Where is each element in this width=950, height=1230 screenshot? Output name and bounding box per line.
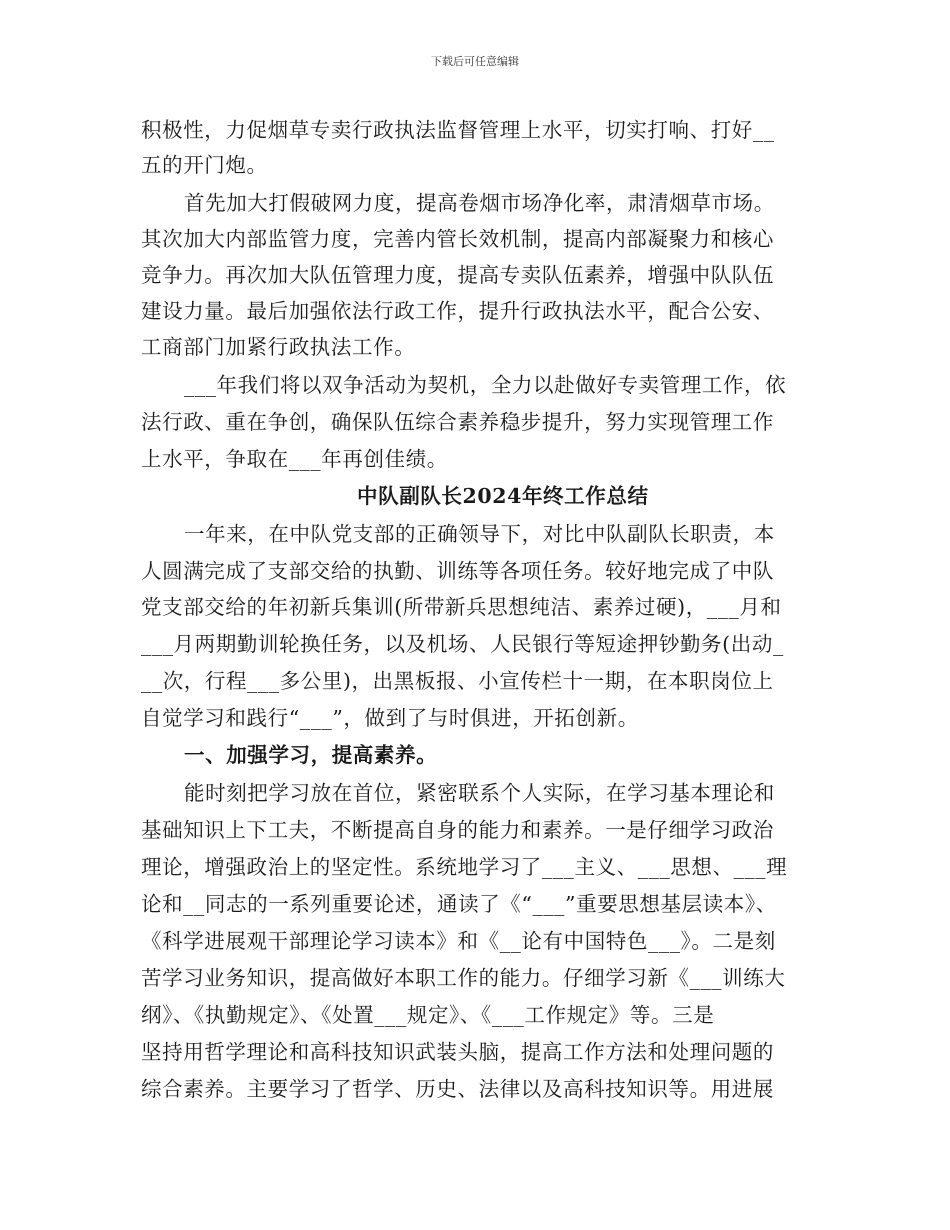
paragraph-line: 坚持用哲学理论和高科技知识武装头脑，提高工作方法和处理问题的 [141, 1040, 774, 1064]
paragraph-line: 理论，增强政治上的坚定性。系统地学习了___主义、___思想、___理 [141, 855, 788, 879]
paragraph-line: ___年我们将以双争活动为契机，全力以赴做好专卖管理工作，依 [184, 373, 787, 397]
paragraph-line: 人圆满完成了支部交给的执勤、训练等各项任务。较好地完成了中队 [141, 559, 774, 583]
paragraph-line: 《科学进展观干部理论学习读本》和《__论有中国特色___》。二是刻 [141, 929, 776, 953]
paragraph-line: 其次加大内部监管力度，完善内管长效机制，提高内部凝聚力和核心 [141, 227, 774, 251]
paragraph-line: 纲》、《执勤规定》、《处置___规定》、《___工作规定》等。三是 [141, 1003, 715, 1027]
paragraph-line: 五的开门炮。 [141, 153, 268, 177]
paragraph-line: 一年来，在中队党支部的正确领导下，对比中队副队长职责，本 [184, 522, 775, 546]
paragraph-line: 工商部门加紧行政执法工作。 [141, 335, 416, 359]
paragraph-line: 综合素养。主要学习了哲学、历史、法律以及高科技知识等。用进展 [141, 1077, 774, 1101]
paragraph-line: 论和__同志的一系列重要论述，通读了《“___”重要思想基层读本》、 [141, 892, 777, 916]
paragraph-line: 苦学习业务知识，提高做好本职工作的能力。仔细学习新《___训练大 [141, 966, 786, 990]
paragraph-line: 积极性，力促烟草专卖行政执法监督管理上水平，切实打响、打好__ [141, 118, 775, 142]
section-title: 中队副队长2024年终工作总结 [357, 484, 649, 508]
paragraph-line: 首先加大打假破网力度，提高卷烟市场净化率，肃清烟草市场。 [184, 191, 775, 215]
paragraph-line: 能时刻把学习放在首位，紧密联系个人实际，在学习基本理论和 [184, 781, 775, 805]
paragraph-line: 建设力量。最后加强依法行政工作，提升行政执法水平，配合公安、 [141, 299, 774, 323]
paragraph-line: 法行政、重在争创，确保队伍综合素养稳步提升，努力实现管理工作 [141, 410, 774, 434]
paragraph-line: 党支部交给的年初新兵集训(所带新兵思想纯洁、素养过硬)，___月和 [141, 595, 782, 619]
paragraph-line: 上水平，争取在___年再创佳绩。 [141, 447, 448, 471]
paragraph-line: 竞争力。再次加大队伍管理力度，提高专卖队伍素养，增强中队队伍 [141, 263, 774, 287]
paragraph-line: ___月两期勤训轮换任务，以及机场、人民银行等短途押钞勤务(出动_ [141, 632, 784, 656]
paragraph-line: 基础知识上下工夫，不断提高自身的能力和素养。一是仔细学习政治 [141, 818, 774, 842]
download-note: 下载后可任意编辑 [431, 55, 519, 68]
paragraph-line: 自觉学习和践行“___”，做到了与时俱进，开拓创新。 [141, 706, 639, 730]
subsection-heading: 一、加强学习，提高素养。 [184, 743, 438, 767]
paragraph-line: __次，行程___多公里)，出黑板报、小宣传栏十一期，在本职岗位上 [141, 669, 774, 693]
